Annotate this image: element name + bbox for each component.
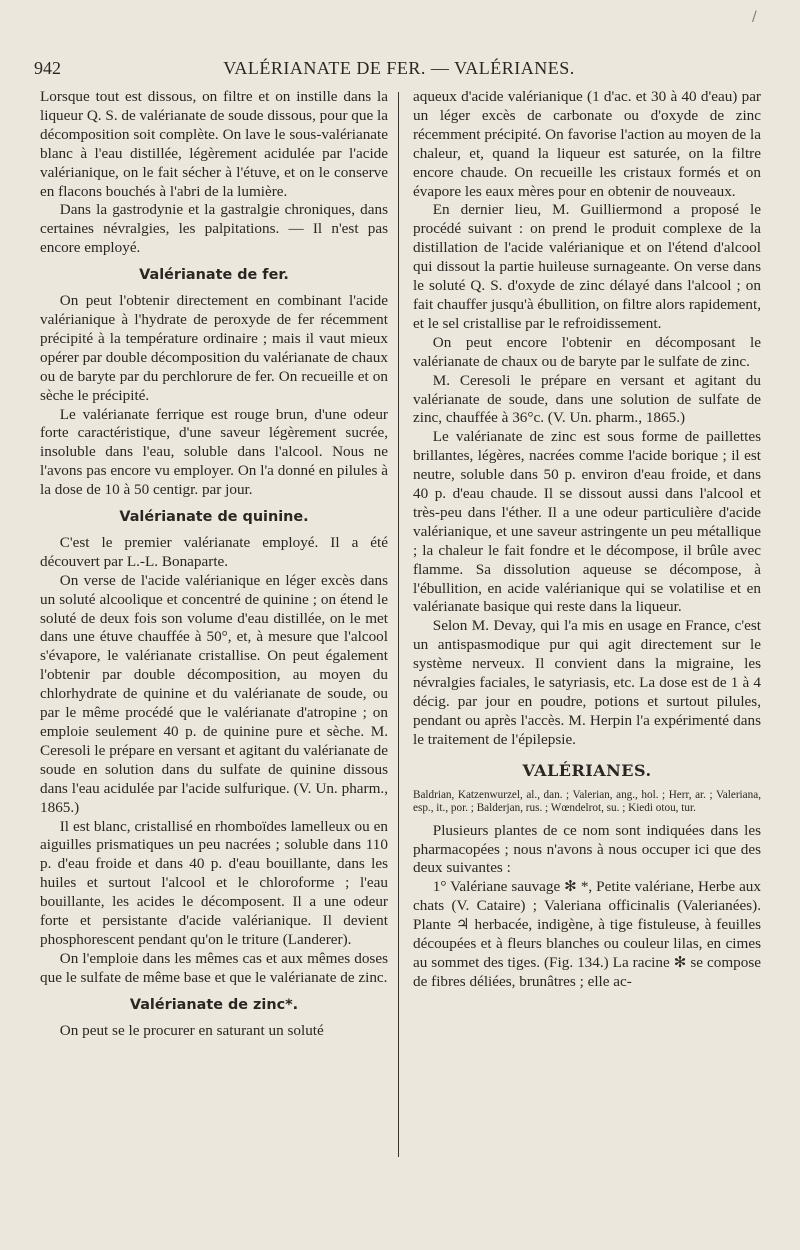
- paragraph: Il est blanc, cristallisé en rhomboïdes lamelleux ou en aiguilles prismatiques un peu nacrées ; soluble dans 110 p. d'eau froide et dans 40 p. d'eau bouillante, dans les huiles et surtout l'alcool et le chloroforme ; l'eau bouillante, les acides le décomposent. Il a une odeur forte et persistante d'acide valérianique. Il devient phosphorescent pendant qu'on le triture (Landerer).: [40, 817, 388, 948]
- section-heading: Valérianate de fer.: [139, 267, 289, 284]
- chapter-heading: VALÉRIANES.: [522, 760, 652, 780]
- paragraph: On peut encore l'obtenir en décomposant le valérianate de chaux ou de baryte par le sulfate de zinc.: [413, 333, 761, 370]
- paragraph: On peut se le procurer en saturant un soluté: [59, 1021, 324, 1039]
- paragraph: On l'emploie dans les mêmes cas et aux mêmes doses que le sulfate de même base et que le valérianate de zinc.: [40, 949, 388, 986]
- section-heading: Valérianate de zinc*.: [129, 996, 299, 1013]
- paragraph: Le valérianate de zinc est sous forme de paillettes brillantes, légères, nacrées comme l'acide borique ; il est neutre, soluble dans 50 p. environ d'eau froide, et dans 40 p. d'eau chaude. Il se dissout aussi dans l'alcool et très-peu dans l'éther. Il a une odeur particulière d'acide valérianique, et une saveur astringente un peu métallique ; la chaleur le fait fondre et le décompose, il brûle avec flamme. Sa dissolution aqueuse se décompose, à l'ébullition, en acide valérianique qui se volatilise et en valérianate basique qui reste dans la liqueur.: [413, 428, 761, 616]
- paragraph: Selon M. Devay, qui l'a mis en usage en France, c'est un antispasmodique pur qui agit directement sur le système nerveux. Il convient dans la migraine, les névralgies faciales, le satyriasis, etc. La dose est de 1 à 4 décig. par jour en poudre, potions et surtout pilules, pendant ou après l'accès. M. Herpin l'a expérimenté dans le traitement de l'épilepsie.: [413, 617, 761, 748]
- paragraph: C'est le premier valérianate employé. Il a été découvert par L.-L. Bonaparte.: [40, 533, 388, 570]
- paragraph: Le valérianate ferrique est rouge brun, d'une odeur forte caractéristique, d'une saveur légèrement sucrée, insoluble dans l'eau, soluble dans l'alcool. Nous ne l'avons pas encore vu employer. On l'a donné en pilules à la dose de 10 à 50 centigr. par jour.: [40, 405, 388, 499]
- running-title: VALÉRIANATE DE FER. — VALÉRIANES.: [223, 58, 575, 78]
- running-header: [34, 58, 764, 82]
- paragraph: Plusieurs plantes de ce nom sont indiquées dans les pharmacopées ; nous n'avons à nous occuper ici que des deux suivantes :: [413, 821, 761, 877]
- paragraph: On peut l'obtenir directement en combinant l'acide valérianique à l'hydrate de peroxyde de fer récemment précipité à la température ordinaire ; mais il vaut mieux opérer par double décomposition du valérianate de chaux ou de baryte par du perchlorure de fer. On recueille et on sèche le précipité.: [40, 292, 388, 404]
- synonyms-list: Baldrian, Katzenwurzel, al., dan. ; Valerian, ang., hol. ; Herr, ar. ; Valeriana, esp., it., por. ; Balderjan, rus. ; Wœndelrot, su. ; Kiedi otou, tur.: [413, 788, 761, 815]
- paragraph: Dans la gastrodynie et la gastralgie chroniques, dans certaines névralgies, les palpitations. — Il n'est pas encore employé.: [40, 201, 388, 257]
- paragraph: 1° Valériane sauvage ✻ *, Petite valériane, Herbe aux chats (V. Cataire) ; Valeriana officinalis (Valerianées). Plante ♃ herbacée, indigène, à tige fistuleuse, à feuilles découpées et à fleurs blanches ou couleur lilas, en cimes au sommet des tiges. (Fig. 134.) La racine ✻ se compose de fibres déliées, brunâtres ; elle ac-: [413, 878, 761, 990]
- paragraph: En dernier lieu, M. Guilliermond a proposé le procédé suivant : on prend le produit complexe de la distillation de l'acide valérianique et on l'étend d'alcool qui dissout la partie huileuse surnageante. On verse dans le soluté Q. S. d'oxyde de zinc délayé dans l'alcool ; on fait chauffer jusqu'à ébullition, on filtre alors rapidement, et le sel cristallise par le refroidissement.: [413, 201, 761, 332]
- column-divider: [398, 92, 399, 1157]
- paragraph: On verse de l'acide valérianique en léger excès dans un soluté alcoolique et concentré de quinine ; on étend le soluté de deux fois son volume d'eau distillée, on le met dans une étuve chauffée à 50°, et, à mesure que l'alcool s'évapore, le valérianate cristallise. On peut également l'obtenir par double décomposition, au moyen du chlorhydrate de quinine et du valérianate de soude, ou par le même procédé que le valérianate d'atropine ; on emploie seulement 40 p. de quinine pure et sèche. M. Ceresoli le prépare en versant et agitant du valérianate de soude en solution dans du sulfate de quinine dissous dans l'eau acidulée par l'acide sulfurique. (V. Un. pharm., 1865.): [40, 571, 388, 816]
- right-column: [413, 88, 761, 992]
- left-column: [40, 88, 388, 1041]
- page-number: 942: [34, 58, 61, 78]
- corner-mark: /: [752, 9, 757, 25]
- paragraph: Lorsque tout est dissous, on filtre et on instille dans la liqueur Q. S. de valérianate de soude dissous, pour que la décomposition soit complète. On lave le sous-valérianate blanc à l'eau distillée, légèrement acidulée par l'acide valérianique, on le fait sécher à l'étuve, et on le conserve en flacons bouchés à l'abri de la lumière.: [40, 88, 388, 200]
- section-heading: Valérianate de quinine.: [119, 509, 309, 526]
- paragraph: M. Ceresoli le prépare en versant et agitant du valérianate de soude, dans une solution de sulfate de zinc, chauffée à 36°c. (V. Un. pharm., 1865.): [413, 371, 761, 427]
- paragraph: aqueux d'acide valérianique (1 d'ac. et 30 à 40 d'eau) par un léger excès de carbonate ou d'oxyde de zinc récemment précipité. On favorise l'action au moyen de la chaleur, et, quand la liqueur est saturée, on la filtre encore chaude. On recueille les cristaux formés et on évapore les eaux mères pour en obtenir de nouveaux.: [413, 88, 761, 200]
